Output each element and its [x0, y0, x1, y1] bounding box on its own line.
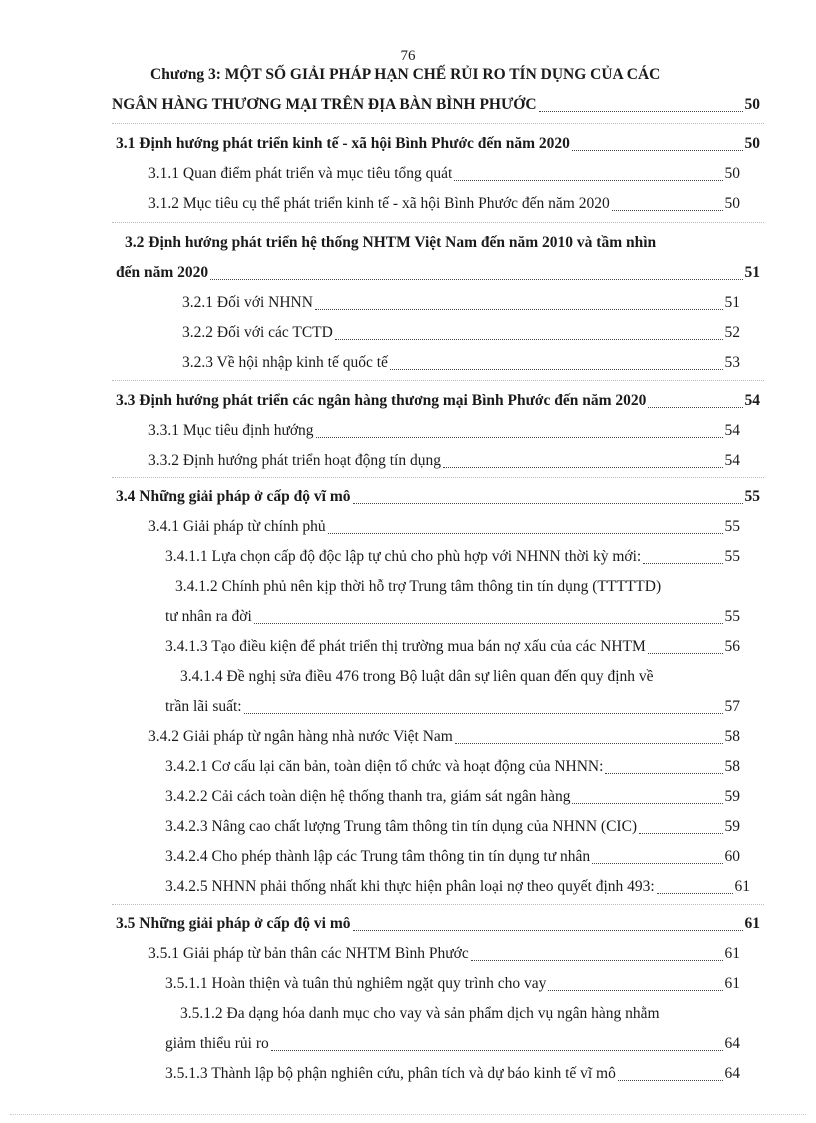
toc-entry-page: 61	[724, 975, 740, 992]
toc-entry-3-5-1-2-line-1	[180, 1003, 660, 1025]
leader-dots	[572, 803, 722, 804]
leader-dots	[612, 210, 723, 211]
leader-dots	[605, 773, 722, 774]
toc-entry-page: 54	[724, 452, 740, 469]
toc-entry-page: 51	[724, 294, 740, 311]
leader-dots	[648, 407, 742, 408]
toc-entry-text: 3.2.1 Đối với NHNN	[182, 294, 313, 311]
toc-entry-text: 3.2.3 Về hội nhập kinh tế quốc tế	[182, 354, 388, 371]
toc-entry-text: 3.2.2 Đối với các TCTD	[182, 324, 333, 341]
toc-entry-page: 59	[724, 818, 740, 835]
toc-entry-3-2-1[interactable]	[182, 292, 740, 314]
toc-entry-3-5[interactable]	[116, 913, 760, 935]
leader-dots	[572, 150, 743, 151]
toc-entry-3-4-2-2[interactable]	[165, 786, 740, 808]
toc-entry-3-1-2[interactable]	[148, 193, 740, 215]
toc-entry-3-1-1[interactable]	[148, 163, 740, 185]
leader-dots	[353, 503, 743, 504]
toc-entry-page: 52	[724, 324, 740, 341]
toc-entry-text: 3.4 Những giải pháp ở cấp độ vĩ mô	[116, 488, 351, 505]
toc-entry-text: Chương 3: MỘT SỐ GIẢI PHÁP HẠN CHẾ RỦI RO TÍN DỤNG CỦA CÁC	[150, 66, 661, 83]
toc-entry-text: NGÂN HÀNG THƯƠNG MẠI TRÊN ĐỊA BÀN BÌNH PHƯỚC	[112, 96, 537, 113]
leader-dots	[271, 1050, 723, 1051]
toc-entry-text: 3.3.2 Định hướng phát triển hoạt động tín dụng	[148, 452, 441, 469]
toc-entry-page: 56	[724, 638, 740, 655]
toc-entry-3-4-2-5[interactable]	[165, 876, 750, 898]
toc-entry-3-4-1-3[interactable]	[165, 636, 740, 658]
toc-entry-text: 3.4.1.3 Tạo điều kiện để phát triển thị trường mua bán nợ xấu của các NHTM	[165, 638, 646, 655]
toc-entry-page: 50	[724, 195, 740, 212]
toc-entry-page: 64	[724, 1035, 740, 1052]
leader-dots	[390, 369, 723, 370]
toc-entry-page: 64	[724, 1065, 740, 1082]
toc-entry-text: 3.4.1.4 Đề nghị sửa điều 476 trong Bộ luật dân sự liên quan đến quy định về	[180, 668, 654, 685]
toc-entry-3-1[interactable]	[116, 133, 760, 155]
leader-dots	[335, 339, 723, 340]
section-divider	[112, 477, 764, 478]
toc-entry-text: 3.4.2.1 Cơ cấu lại căn bản, toàn diện tổ chức và hoạt động của NHNN:	[165, 758, 604, 775]
leader-dots	[639, 833, 722, 834]
toc-entry-page: 54	[724, 422, 740, 439]
toc-entry-page: 55	[724, 548, 740, 565]
toc-entry-page: 61	[734, 878, 750, 895]
page-bottom-rule	[10, 1114, 806, 1115]
toc-entry-text: 3.1.2 Mục tiêu cụ thể phát triển kinh tế - xã hội Bình Phước đến năm 2020	[148, 195, 610, 212]
toc-entry-text: 3.3.1 Mục tiêu định hướng	[148, 422, 314, 439]
toc-entry-chapter-3-line-2[interactable]	[112, 94, 760, 116]
toc-entry-3-4-2-4[interactable]	[165, 846, 740, 868]
leader-dots	[244, 713, 723, 714]
toc-entry-3-2-3[interactable]	[182, 352, 740, 374]
toc-entry-page: 58	[724, 758, 740, 775]
toc-entry-page: 58	[724, 728, 740, 745]
toc-entry-page: 60	[724, 848, 740, 865]
leader-dots	[455, 743, 723, 744]
toc-entry-text: 3.5 Những giải pháp ở cấp độ vi mô	[116, 915, 351, 932]
toc-entry-3-3[interactable]	[116, 390, 760, 412]
toc-entry-page: 55	[744, 488, 760, 505]
toc-entry-3-4-1-2-line-1	[175, 576, 661, 598]
toc-entry-text: 3.4.1.2 Chính phủ nên kịp thời hỗ trợ Trung tâm thông tin tín dụng (TTTTTD)	[175, 578, 662, 595]
section-divider	[112, 123, 764, 124]
toc-entry-page: 55	[724, 518, 740, 535]
toc-entry-text: 3.5.1.1 Hoàn thiện và tuân thủ nghiêm ngặt quy trình cho vay	[165, 975, 547, 992]
toc-entry-text: 3.4.2.4 Cho phép thành lập các Trung tâm thông tin tín dụng tư nhân	[165, 848, 591, 865]
toc-entry-text: 3.1.1 Quan điểm phát triển và mục tiêu tổng quát	[148, 165, 453, 182]
toc-entry-page: 59	[724, 788, 740, 805]
toc-entry-text: đến năm 2020	[116, 264, 209, 281]
toc-entry-text: 3.4.1 Giải pháp từ chính phủ	[148, 518, 326, 535]
toc-entry-page: 51	[744, 264, 760, 281]
toc-entry-text: 3.4.2.5 NHNN phải thống nhất khi thực hiện phân loại nợ theo quyết định 493:	[165, 878, 655, 895]
toc-entry-3-4-2-1[interactable]	[165, 756, 740, 778]
toc-entry-3-3-1[interactable]	[148, 420, 740, 442]
toc-entry-text: 3.4.2.3 Nâng cao chất lượng Trung tâm thông tin tín dụng của NHNN (CIC)	[165, 818, 638, 835]
toc-entry-page: 57	[724, 698, 740, 715]
leader-dots	[210, 279, 742, 280]
toc-entry-page: 54	[744, 392, 760, 409]
toc-entry-page: 61	[744, 915, 760, 932]
leader-dots	[648, 653, 723, 654]
toc-entry-page: 55	[724, 608, 740, 625]
toc-entry-3-4-1[interactable]	[148, 516, 740, 538]
toc-entry-3-5-1-2-line-2[interactable]	[165, 1033, 740, 1055]
toc-entry-text: 3.2 Định hướng phát triển hệ thống NHTM Việt Nam đến năm 2010 và tầm nhìn	[125, 234, 657, 251]
toc-entry-3-3-2[interactable]	[148, 450, 740, 472]
leader-dots	[657, 893, 733, 894]
toc-entry-text: 3.4.2 Giải pháp từ ngân hàng nhà nước Việt Nam	[148, 728, 453, 745]
leader-dots	[328, 533, 723, 534]
toc-entry-3-4-2-3[interactable]	[165, 816, 740, 838]
toc-entry-text: 3.4.2.2 Cải cách toàn diện hệ thống thanh tra, giám sát ngân hàng	[165, 788, 571, 805]
leader-dots	[454, 180, 722, 181]
toc-entry-3-2-2[interactable]	[182, 322, 740, 344]
leader-dots	[353, 930, 743, 931]
leader-dots	[618, 1080, 723, 1081]
toc-entry-3-4-1-4-line-1	[180, 666, 654, 688]
toc-entry-text: trần lãi suất:	[165, 698, 242, 715]
toc-entry-3-4-1-4-line-2[interactable]	[165, 696, 740, 718]
section-divider	[112, 222, 764, 223]
toc-entry-3-2-line-1	[125, 232, 656, 254]
toc-entry-text: tư nhân ra đời	[165, 608, 252, 625]
section-divider	[112, 904, 764, 905]
leader-dots	[315, 309, 723, 310]
toc-entry-3-5-1-3[interactable]	[165, 1063, 740, 1085]
toc-entry-3-5-1[interactable]	[148, 943, 740, 965]
leader-dots	[548, 990, 722, 991]
toc-entry-3-5-1-1[interactable]	[165, 973, 740, 995]
toc-entry-page: 53	[724, 354, 740, 371]
toc-entry-3-4-1-2-line-2[interactable]	[165, 606, 740, 628]
toc-entry-page: 50	[744, 135, 760, 152]
toc-entry-text: 3.5.1.3 Thành lập bộ phận nghiên cứu, phân tích và dự báo kinh tế vĩ mô	[165, 1065, 616, 1082]
toc-entry-3-4[interactable]	[116, 486, 760, 508]
toc-entry-text: 3.4.1.1 Lựa chọn cấp độ độc lập tự chủ cho phù hợp với NHNN thời kỳ mới:	[165, 548, 642, 565]
toc-entry-text: 3.5.1 Giải pháp từ bản thân các NHTM Bình Phước	[148, 945, 469, 962]
toc-entry-page: 50	[744, 96, 760, 113]
leader-dots	[539, 111, 743, 112]
toc-entry-3-4-2[interactable]	[148, 726, 740, 748]
toc-entry-text: giảm thiểu rủi ro	[165, 1035, 269, 1052]
section-divider	[112, 380, 764, 381]
leader-dots	[643, 563, 722, 564]
leader-dots	[443, 467, 723, 468]
toc-entry-text: 3.3 Định hướng phát triển các ngân hàng thương mại Bình Phước đến năm 2020	[116, 392, 647, 409]
leader-dots	[316, 437, 723, 438]
leader-dots	[471, 960, 723, 961]
page-number: 76	[400, 48, 416, 64]
toc-entry-page: 50	[724, 165, 740, 182]
leader-dots	[254, 623, 723, 624]
toc-entry-chapter-3-line-1	[150, 64, 660, 86]
toc-entry-text: 3.5.1.2 Đa dạng hóa danh mục cho vay và sản phẩm dịch vụ ngân hàng nhằm	[180, 1005, 660, 1022]
toc-entry-3-4-1-1[interactable]	[165, 546, 740, 568]
toc-entry-page: 61	[724, 945, 740, 962]
leader-dots	[592, 863, 722, 864]
toc-entry-text: 3.1 Định hướng phát triển kinh tế - xã hội Bình Phước đến năm 2020	[116, 135, 570, 152]
toc-entry-3-2-line-2[interactable]	[116, 262, 760, 284]
